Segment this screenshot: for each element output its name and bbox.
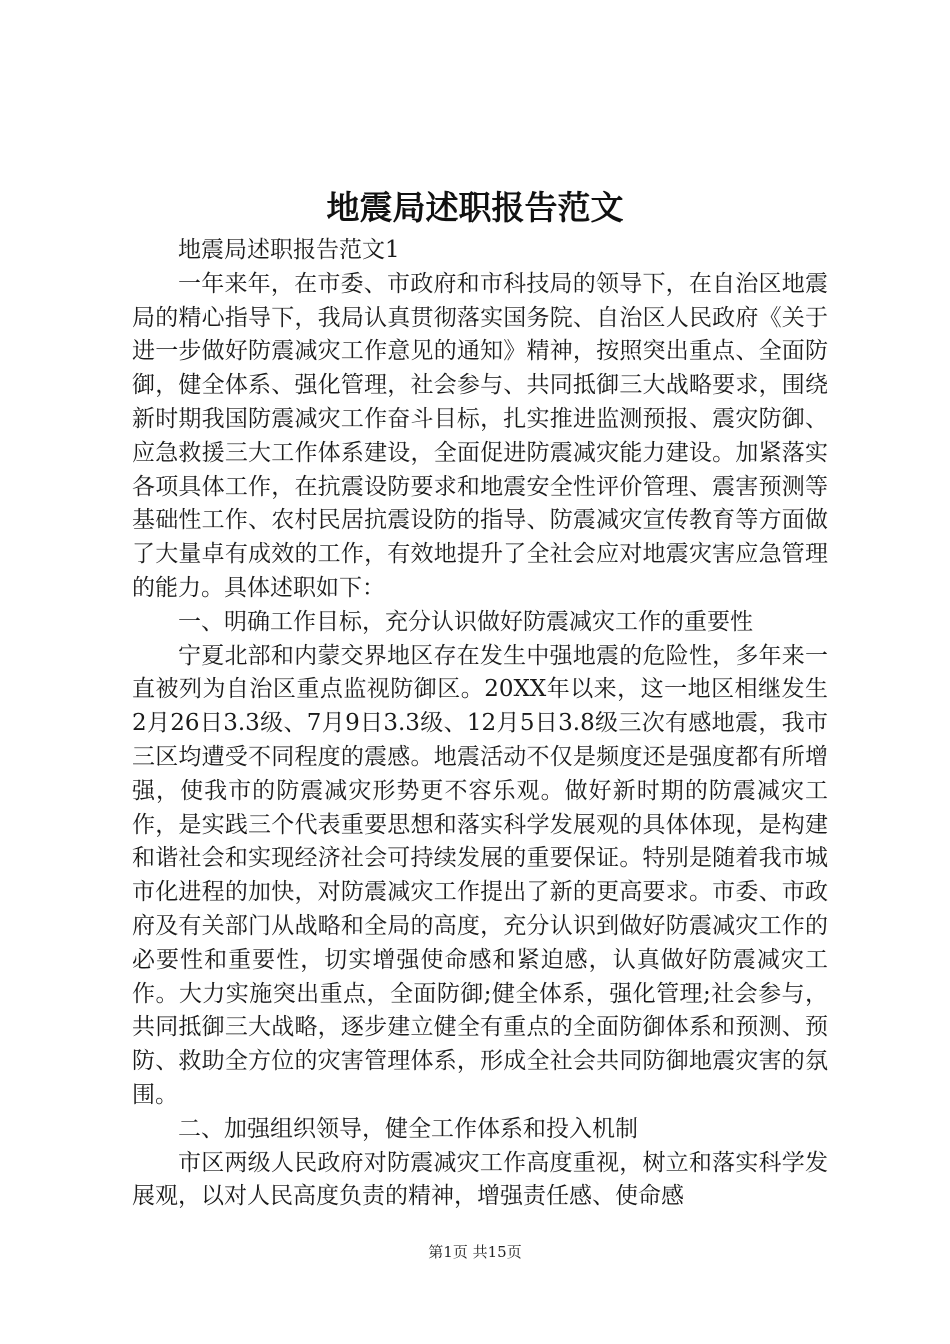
body-paragraph: 宁夏北部和内蒙交界地区存在发生中强地震的危险性，多年来一直被列为自治区重点监视防御区。20XX年以来，这一地区相继发生2月26日3.3级、7月9日3.3级、12月5日3.8级三次有感地震，我市三区均遭受不同程度的震感。地震活动不仅是频度还是强度都有所增强，使我市的防震减灾形势更不容乐观。做好新时期的防震减灾工作，是实践三个代表重要思想和落实科学发展观的具体体现，是构建和谐社会和实现经济社会可持续发展的重要保证。特别是随着我市城市化进程的加快，对防震减灾工作提出了新的更高要求。市委、市政府及有关部门从战略和全局的高度，充分认识到做好防震减灾工作的必要性和重要性，切实增强使命感和紧迫感，认真做好防震减灾工作。大力实施突出重点，全面防御;健全体系，强化管理;社会参与，共同抵御三大战略，逐步建立健全有重点的全面防御体系和预测、预防、救助全方位的灾害管理体系，形成全社会共同防御地震灾害的氛围。 <box>132 642 828 1108</box>
section-heading: 二、加强组织领导，健全工作体系和投入机制 <box>178 1115 638 1142</box>
document-body <box>132 234 828 1214</box>
body-paragraph: 一年来年，在市委、市政府和市科技局的领导下，在自治区地震局的精心指导下，我局认真贯彻落实国务院、自治区人民政府《关于进一步做好防震减灾工作意见的通知》精神，按照突出重点、全面防御，健全体系、强化管理，社会参与、共同抵御三大战略要求，围绕新时期我国防震减灾工作奋斗目标，扎实推进监测预报、震灾防御、应急救援三大工作体系建设，全面促进防震减灾能力建设。加紧落实各项具体工作，在抗震设防要求和地震安全性评价管理、震害预测等基础性工作、农村民居抗震设防的指导、防震减灾宣传教育等方面做了大量卓有成效的工作，有效地提升了全社会应对地震灾害应急管理的能力。具体述职如下： <box>132 270 828 601</box>
document-title: 地震局述职报告范文 <box>326 188 624 227</box>
body-paragraph: 市区两级人民政府对防震减灾工作高度重视，树立和落实科学发展观，以对人民高度负责的精神，增强责任感、使命感 <box>132 1149 828 1210</box>
page-number-footer: 第1页 共15页 <box>428 1243 522 1261</box>
section-heading: 地震局述职报告范文1 <box>178 237 400 263</box>
section-heading: 一、明确工作目标，充分认识做好防震减灾工作的重要性 <box>178 608 753 635</box>
